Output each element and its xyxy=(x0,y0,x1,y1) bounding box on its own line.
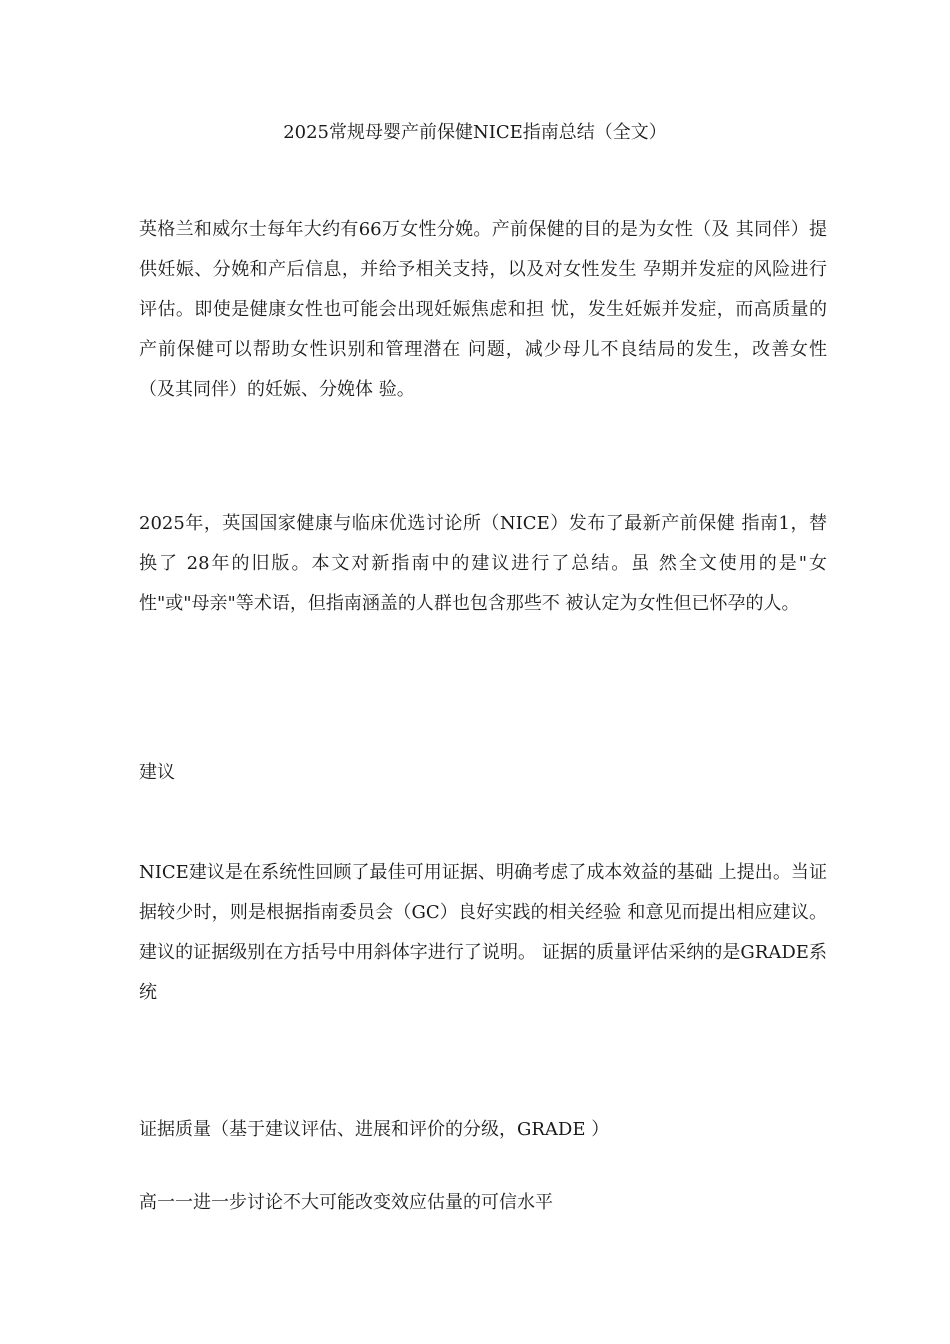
guideline-paragraph: 2025年，英国国家健康与临床优选讨论所（NICE）发布了最新产前保健 指南1，替换了 28年的旧版。本文对新指南中的建议进行了总结。虽 然全文使用的是"女性"或"母亲"等术语，但指南涵盖的人群也包含那些不 被认定为女性但已怀孕的人。 xyxy=(139,513,827,614)
evidence-quality-high: 高一一进一步讨论不大可能改变效应估量的可信水平 xyxy=(139,1192,553,1213)
document-title: 2025常规母婴产前保健NICE指南总结（全文） xyxy=(283,122,667,143)
evidence-quality-heading: 证据质量（基于建议评估、进展和评价的分级，GRADE ） xyxy=(139,1119,610,1140)
recommendations-paragraph: NICE建议是在系统性回顾了最佳可用证据、明确考虑了成本效益的基础 上提出。当证据较少时，则是根据指南委员会（GC）良好实践的相关经验 和意见而提出相应建议。建议的证据级别在方括号中用斜体字进行了说明。 证据的质量评估采纳的是GRADE系统 xyxy=(139,862,827,1003)
intro-paragraph: 英格兰和威尔士每年大约有66万女性分娩。产前保健的目的是为女性（及 其同伴）提供妊娠、分娩和产后信息，并给予相关支持，以及对女性发生 孕期并发症的风险进行评估。即使是健康女性也可能会出现妊娠焦虑和担 忧，发生妊娠并发症，而高质量的产前保健可以帮助女性识别和管理潜在 问题，减少母儿不良结局的发生，改善女性（及其同伴）的妊娠、分娩体 验。 xyxy=(139,219,827,400)
section-heading-recommendations: 建议 xyxy=(139,762,175,783)
